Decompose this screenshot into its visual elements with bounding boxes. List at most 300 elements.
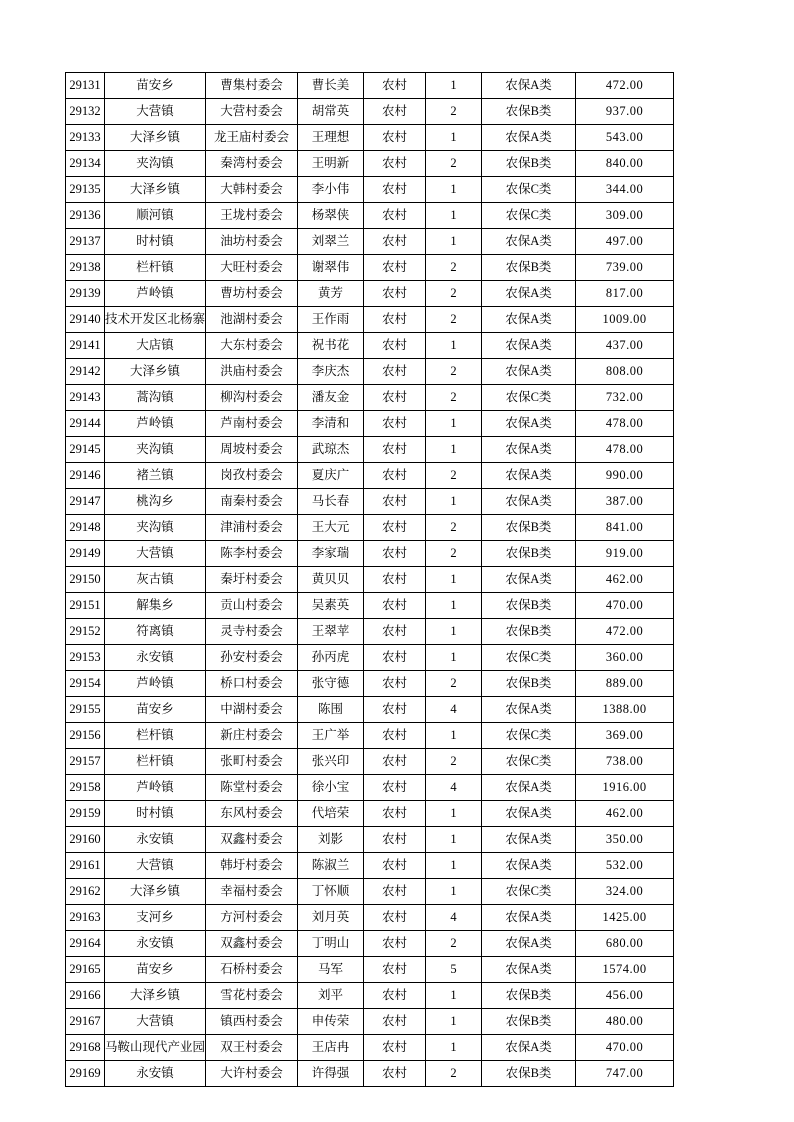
cell-person-count: 1 xyxy=(426,619,482,645)
cell-category: 农村 xyxy=(364,801,426,827)
cell-person-name: 马长春 xyxy=(298,489,364,515)
cell-serial-number: 29135 xyxy=(66,177,105,203)
cell-insurance-class: 农保B类 xyxy=(482,151,576,177)
cell-person-name: 申传荣 xyxy=(298,1009,364,1035)
cell-person-count: 1 xyxy=(426,411,482,437)
cell-person-name: 王翠苹 xyxy=(298,619,364,645)
cell-person-name: 徐小宝 xyxy=(298,775,364,801)
cell-town: 栏杆镇 xyxy=(105,749,206,775)
cell-insurance-class: 农保B类 xyxy=(482,593,576,619)
cell-category: 农村 xyxy=(364,983,426,1009)
cell-person-name: 张兴印 xyxy=(298,749,364,775)
table-row xyxy=(66,125,674,151)
cell-person-count: 4 xyxy=(426,775,482,801)
cell-insurance-class: 农保B类 xyxy=(482,99,576,125)
cell-serial-number: 29164 xyxy=(66,931,105,957)
cell-category: 农村 xyxy=(364,99,426,125)
table-row xyxy=(66,177,674,203)
cell-town: 顺河镇 xyxy=(105,203,206,229)
cell-category: 农村 xyxy=(364,229,426,255)
cell-village-committee: 秦湾村委会 xyxy=(206,151,298,177)
cell-person-name: 代培荣 xyxy=(298,801,364,827)
cell-village-committee: 芦南村委会 xyxy=(206,411,298,437)
cell-village-committee: 东风村委会 xyxy=(206,801,298,827)
cell-amount: 497.00 xyxy=(576,229,674,255)
cell-person-count: 2 xyxy=(426,385,482,411)
cell-amount: 841.00 xyxy=(576,515,674,541)
cell-insurance-class: 农保B类 xyxy=(482,671,576,697)
cell-amount: 990.00 xyxy=(576,463,674,489)
cell-serial-number: 29144 xyxy=(66,411,105,437)
cell-category: 农村 xyxy=(364,281,426,307)
cell-insurance-class: 农保A类 xyxy=(482,437,576,463)
cell-person-count: 1 xyxy=(426,489,482,515)
table-row xyxy=(66,385,674,411)
cell-insurance-class: 农保C类 xyxy=(482,723,576,749)
cell-person-count: 2 xyxy=(426,281,482,307)
cell-person-count: 4 xyxy=(426,905,482,931)
cell-village-committee: 曹集村委会 xyxy=(206,73,298,99)
cell-person-count: 1 xyxy=(426,125,482,151)
cell-person-name: 王店冉 xyxy=(298,1035,364,1061)
cell-serial-number: 29169 xyxy=(66,1061,105,1087)
cell-amount: 437.00 xyxy=(576,333,674,359)
cell-category: 农村 xyxy=(364,385,426,411)
cell-town: 桃沟乡 xyxy=(105,489,206,515)
cell-amount: 309.00 xyxy=(576,203,674,229)
cell-village-committee: 石桥村委会 xyxy=(206,957,298,983)
benefits-table xyxy=(65,72,674,1087)
cell-insurance-class: 农保A类 xyxy=(482,905,576,931)
cell-town: 苗安乡 xyxy=(105,697,206,723)
table-row xyxy=(66,619,674,645)
cell-category: 农村 xyxy=(364,515,426,541)
cell-category: 农村 xyxy=(364,359,426,385)
cell-serial-number: 29145 xyxy=(66,437,105,463)
cell-village-committee: 陈堂村委会 xyxy=(206,775,298,801)
cell-person-count: 1 xyxy=(426,177,482,203)
cell-town: 夹沟镇 xyxy=(105,437,206,463)
cell-person-name: 丁怀顺 xyxy=(298,879,364,905)
cell-category: 农村 xyxy=(364,177,426,203)
table-row xyxy=(66,1035,674,1061)
cell-serial-number: 29155 xyxy=(66,697,105,723)
cell-insurance-class: 农保A类 xyxy=(482,801,576,827)
cell-person-count: 1 xyxy=(426,73,482,99)
cell-insurance-class: 农保B类 xyxy=(482,983,576,1009)
table-row xyxy=(66,359,674,385)
cell-insurance-class: 农保A类 xyxy=(482,411,576,437)
cell-category: 农村 xyxy=(364,775,426,801)
cell-serial-number: 29161 xyxy=(66,853,105,879)
cell-town: 夹沟镇 xyxy=(105,151,206,177)
cell-person-name: 杨翠侠 xyxy=(298,203,364,229)
cell-category: 农村 xyxy=(364,853,426,879)
cell-category: 农村 xyxy=(364,1035,426,1061)
cell-person-count: 2 xyxy=(426,541,482,567)
cell-insurance-class: 农保B类 xyxy=(482,1061,576,1087)
cell-person-name: 祝书花 xyxy=(298,333,364,359)
cell-village-committee: 大东村委会 xyxy=(206,333,298,359)
cell-insurance-class: 农保A类 xyxy=(482,307,576,333)
table-row xyxy=(66,645,674,671)
cell-village-committee: 灵寺村委会 xyxy=(206,619,298,645)
table-row xyxy=(66,697,674,723)
cell-village-committee: 津浦村委会 xyxy=(206,515,298,541)
cell-person-name: 李庆杰 xyxy=(298,359,364,385)
table-row xyxy=(66,905,674,931)
table-row xyxy=(66,1061,674,1087)
cell-insurance-class: 农保C类 xyxy=(482,177,576,203)
cell-town: 支河乡 xyxy=(105,905,206,931)
cell-insurance-class: 农保C类 xyxy=(482,879,576,905)
cell-serial-number: 29157 xyxy=(66,749,105,775)
cell-category: 农村 xyxy=(364,671,426,697)
cell-serial-number: 29159 xyxy=(66,801,105,827)
cell-category: 农村 xyxy=(364,931,426,957)
cell-person-name: 刘月英 xyxy=(298,905,364,931)
cell-serial-number: 29152 xyxy=(66,619,105,645)
cell-person-name: 孙丙虎 xyxy=(298,645,364,671)
cell-person-count: 1 xyxy=(426,1009,482,1035)
cell-town: 永安镇 xyxy=(105,1061,206,1087)
table-row xyxy=(66,151,674,177)
cell-insurance-class: 农保A类 xyxy=(482,931,576,957)
cell-insurance-class: 农保A类 xyxy=(482,281,576,307)
cell-village-committee: 洪庙村委会 xyxy=(206,359,298,385)
cell-town: 永安镇 xyxy=(105,931,206,957)
cell-amount: 532.00 xyxy=(576,853,674,879)
cell-insurance-class: 农保A类 xyxy=(482,333,576,359)
cell-category: 农村 xyxy=(364,411,426,437)
cell-insurance-class: 农保B类 xyxy=(482,1009,576,1035)
cell-person-name: 王大元 xyxy=(298,515,364,541)
cell-amount: 889.00 xyxy=(576,671,674,697)
cell-town: 时村镇 xyxy=(105,801,206,827)
cell-category: 农村 xyxy=(364,541,426,567)
cell-village-committee: 贡山村委会 xyxy=(206,593,298,619)
cell-town: 大营镇 xyxy=(105,99,206,125)
cell-serial-number: 29134 xyxy=(66,151,105,177)
cell-amount: 817.00 xyxy=(576,281,674,307)
cell-village-committee: 新庄村委会 xyxy=(206,723,298,749)
cell-category: 农村 xyxy=(364,437,426,463)
cell-category: 农村 xyxy=(364,567,426,593)
cell-village-committee: 池湖村委会 xyxy=(206,307,298,333)
cell-person-count: 1 xyxy=(426,827,482,853)
cell-village-committee: 大许村委会 xyxy=(206,1061,298,1087)
table-row xyxy=(66,983,674,1009)
cell-village-committee: 中湖村委会 xyxy=(206,697,298,723)
cell-insurance-class: 农保A类 xyxy=(482,463,576,489)
cell-amount: 472.00 xyxy=(576,619,674,645)
cell-town: 大泽乡镇 xyxy=(105,983,206,1009)
cell-serial-number: 29154 xyxy=(66,671,105,697)
table-row xyxy=(66,463,674,489)
table-row xyxy=(66,827,674,853)
cell-village-committee: 孙安村委会 xyxy=(206,645,298,671)
cell-category: 农村 xyxy=(364,73,426,99)
table-row xyxy=(66,203,674,229)
cell-village-committee: 王垅村委会 xyxy=(206,203,298,229)
cell-insurance-class: 农保C类 xyxy=(482,749,576,775)
cell-village-committee: 镇西村委会 xyxy=(206,1009,298,1035)
cell-person-count: 1 xyxy=(426,1035,482,1061)
cell-person-count: 2 xyxy=(426,255,482,281)
cell-insurance-class: 农保C类 xyxy=(482,203,576,229)
cell-person-count: 1 xyxy=(426,229,482,255)
cell-person-name: 王明新 xyxy=(298,151,364,177)
table-row xyxy=(66,229,674,255)
cell-amount: 543.00 xyxy=(576,125,674,151)
cell-person-name: 张守德 xyxy=(298,671,364,697)
cell-town: 马鞍山现代产业园 xyxy=(105,1035,206,1061)
cell-village-committee: 双王村委会 xyxy=(206,1035,298,1061)
cell-town: 芦岭镇 xyxy=(105,671,206,697)
cell-amount: 324.00 xyxy=(576,879,674,905)
cell-person-count: 2 xyxy=(426,99,482,125)
cell-insurance-class: 农保C类 xyxy=(482,645,576,671)
cell-amount: 480.00 xyxy=(576,1009,674,1035)
cell-amount: 456.00 xyxy=(576,983,674,1009)
cell-category: 农村 xyxy=(364,619,426,645)
cell-person-count: 1 xyxy=(426,437,482,463)
cell-person-count: 1 xyxy=(426,853,482,879)
cell-category: 农村 xyxy=(364,905,426,931)
cell-person-name: 潘友金 xyxy=(298,385,364,411)
cell-insurance-class: 农保B类 xyxy=(482,515,576,541)
cell-town: 大营镇 xyxy=(105,1009,206,1035)
cell-amount: 369.00 xyxy=(576,723,674,749)
cell-serial-number: 29167 xyxy=(66,1009,105,1035)
table-row xyxy=(66,853,674,879)
table-row xyxy=(66,411,674,437)
cell-amount: 462.00 xyxy=(576,801,674,827)
cell-insurance-class: 农保A类 xyxy=(482,1035,576,1061)
cell-town: 永安镇 xyxy=(105,645,206,671)
cell-amount: 470.00 xyxy=(576,593,674,619)
cell-serial-number: 29168 xyxy=(66,1035,105,1061)
cell-insurance-class: 农保A类 xyxy=(482,697,576,723)
cell-town: 栏杆镇 xyxy=(105,723,206,749)
cell-village-committee: 幸福村委会 xyxy=(206,879,298,905)
cell-town: 永安镇 xyxy=(105,827,206,853)
cell-person-name: 陈围 xyxy=(298,697,364,723)
cell-amount: 387.00 xyxy=(576,489,674,515)
cell-amount: 840.00 xyxy=(576,151,674,177)
table-row xyxy=(66,931,674,957)
cell-person-name: 王理想 xyxy=(298,125,364,151)
cell-person-name: 王作雨 xyxy=(298,307,364,333)
cell-amount: 350.00 xyxy=(576,827,674,853)
cell-category: 农村 xyxy=(364,151,426,177)
cell-serial-number: 29160 xyxy=(66,827,105,853)
cell-amount: 1574.00 xyxy=(576,957,674,983)
cell-person-count: 1 xyxy=(426,801,482,827)
cell-serial-number: 29156 xyxy=(66,723,105,749)
cell-person-name: 马军 xyxy=(298,957,364,983)
cell-person-name: 吴素英 xyxy=(298,593,364,619)
cell-town: 大泽乡镇 xyxy=(105,879,206,905)
cell-serial-number: 29151 xyxy=(66,593,105,619)
cell-insurance-class: 农保A类 xyxy=(482,827,576,853)
cell-amount: 1916.00 xyxy=(576,775,674,801)
cell-person-name: 曹长美 xyxy=(298,73,364,99)
cell-serial-number: 29165 xyxy=(66,957,105,983)
cell-amount: 919.00 xyxy=(576,541,674,567)
cell-serial-number: 29163 xyxy=(66,905,105,931)
cell-person-name: 陈淑兰 xyxy=(298,853,364,879)
cell-category: 农村 xyxy=(364,593,426,619)
cell-village-committee: 陈李村委会 xyxy=(206,541,298,567)
cell-amount: 344.00 xyxy=(576,177,674,203)
cell-category: 农村 xyxy=(364,697,426,723)
cell-serial-number: 29138 xyxy=(66,255,105,281)
cell-category: 农村 xyxy=(364,333,426,359)
cell-town: 大泽乡镇 xyxy=(105,125,206,151)
cell-person-count: 2 xyxy=(426,359,482,385)
table-row xyxy=(66,775,674,801)
cell-serial-number: 29158 xyxy=(66,775,105,801)
cell-village-committee: 大营村委会 xyxy=(206,99,298,125)
cell-person-name: 胡常英 xyxy=(298,99,364,125)
table-row xyxy=(66,489,674,515)
cell-amount: 738.00 xyxy=(576,749,674,775)
cell-serial-number: 29142 xyxy=(66,359,105,385)
cell-insurance-class: 农保A类 xyxy=(482,567,576,593)
cell-serial-number: 29132 xyxy=(66,99,105,125)
cell-person-name: 黄芳 xyxy=(298,281,364,307)
cell-insurance-class: 农保A类 xyxy=(482,359,576,385)
cell-village-committee: 周坡村委会 xyxy=(206,437,298,463)
cell-insurance-class: 农保B类 xyxy=(482,619,576,645)
table-row xyxy=(66,437,674,463)
cell-village-committee: 双鑫村委会 xyxy=(206,931,298,957)
cell-serial-number: 29162 xyxy=(66,879,105,905)
cell-town: 芦岭镇 xyxy=(105,411,206,437)
table-row xyxy=(66,723,674,749)
table-row xyxy=(66,749,674,775)
cell-person-name: 夏庆广 xyxy=(298,463,364,489)
cell-town: 褚兰镇 xyxy=(105,463,206,489)
cell-category: 农村 xyxy=(364,463,426,489)
cell-serial-number: 29131 xyxy=(66,73,105,99)
cell-village-committee: 龙王庙村委会 xyxy=(206,125,298,151)
cell-category: 农村 xyxy=(364,125,426,151)
cell-person-count: 1 xyxy=(426,203,482,229)
table-row xyxy=(66,255,674,281)
table-row xyxy=(66,671,674,697)
cell-person-count: 1 xyxy=(426,333,482,359)
cell-village-committee: 大旺村委会 xyxy=(206,255,298,281)
cell-category: 农村 xyxy=(364,489,426,515)
cell-village-committee: 柳沟村委会 xyxy=(206,385,298,411)
table-body xyxy=(66,73,674,1087)
cell-town: 大营镇 xyxy=(105,541,206,567)
table-row xyxy=(66,73,674,99)
cell-town: 蒿沟镇 xyxy=(105,385,206,411)
cell-amount: 680.00 xyxy=(576,931,674,957)
table-row xyxy=(66,879,674,905)
cell-amount: 470.00 xyxy=(576,1035,674,1061)
cell-town: 大泽乡镇 xyxy=(105,359,206,385)
cell-town: 大泽乡镇 xyxy=(105,177,206,203)
cell-village-committee: 双鑫村委会 xyxy=(206,827,298,853)
cell-serial-number: 29140 xyxy=(66,307,105,333)
cell-town: 时村镇 xyxy=(105,229,206,255)
table-row xyxy=(66,333,674,359)
cell-person-count: 2 xyxy=(426,463,482,489)
cell-insurance-class: 农保A类 xyxy=(482,73,576,99)
cell-village-committee: 岗孜村委会 xyxy=(206,463,298,489)
cell-person-name: 黄贝贝 xyxy=(298,567,364,593)
cell-insurance-class: 农保A类 xyxy=(482,489,576,515)
cell-person-name: 谢翠伟 xyxy=(298,255,364,281)
cell-person-name: 刘影 xyxy=(298,827,364,853)
cell-insurance-class: 农保A类 xyxy=(482,775,576,801)
cell-person-count: 2 xyxy=(426,515,482,541)
cell-town: 解集乡 xyxy=(105,593,206,619)
cell-insurance-class: 农保C类 xyxy=(482,385,576,411)
cell-person-count: 4 xyxy=(426,697,482,723)
cell-village-committee: 曹坊村委会 xyxy=(206,281,298,307)
cell-person-count: 1 xyxy=(426,879,482,905)
cell-amount: 478.00 xyxy=(576,411,674,437)
cell-serial-number: 29153 xyxy=(66,645,105,671)
cell-serial-number: 29148 xyxy=(66,515,105,541)
cell-person-count: 5 xyxy=(426,957,482,983)
cell-serial-number: 29136 xyxy=(66,203,105,229)
cell-serial-number: 29141 xyxy=(66,333,105,359)
cell-serial-number: 29147 xyxy=(66,489,105,515)
table-row xyxy=(66,567,674,593)
cell-person-name: 许得强 xyxy=(298,1061,364,1087)
cell-serial-number: 29137 xyxy=(66,229,105,255)
cell-village-committee: 方河村委会 xyxy=(206,905,298,931)
cell-person-count: 2 xyxy=(426,1061,482,1087)
cell-category: 农村 xyxy=(364,879,426,905)
cell-category: 农村 xyxy=(364,645,426,671)
cell-amount: 732.00 xyxy=(576,385,674,411)
cell-serial-number: 29146 xyxy=(66,463,105,489)
cell-town: 技术开发区北杨寨 xyxy=(105,307,206,333)
cell-town: 符离镇 xyxy=(105,619,206,645)
cell-town: 大店镇 xyxy=(105,333,206,359)
cell-person-count: 1 xyxy=(426,593,482,619)
cell-category: 农村 xyxy=(364,723,426,749)
cell-village-committee: 桥口村委会 xyxy=(206,671,298,697)
cell-town: 芦岭镇 xyxy=(105,775,206,801)
cell-serial-number: 29139 xyxy=(66,281,105,307)
cell-town: 大营镇 xyxy=(105,853,206,879)
cell-person-name: 刘翠兰 xyxy=(298,229,364,255)
cell-town: 栏杆镇 xyxy=(105,255,206,281)
cell-person-count: 1 xyxy=(426,645,482,671)
cell-village-committee: 韩圩村委会 xyxy=(206,853,298,879)
cell-category: 农村 xyxy=(364,1061,426,1087)
cell-category: 农村 xyxy=(364,307,426,333)
cell-serial-number: 29133 xyxy=(66,125,105,151)
cell-person-count: 1 xyxy=(426,983,482,1009)
cell-amount: 808.00 xyxy=(576,359,674,385)
cell-person-name: 李家瑞 xyxy=(298,541,364,567)
cell-insurance-class: 农保A类 xyxy=(482,125,576,151)
cell-amount: 472.00 xyxy=(576,73,674,99)
cell-category: 农村 xyxy=(364,255,426,281)
table-row xyxy=(66,801,674,827)
cell-person-name: 王广举 xyxy=(298,723,364,749)
cell-serial-number: 29149 xyxy=(66,541,105,567)
